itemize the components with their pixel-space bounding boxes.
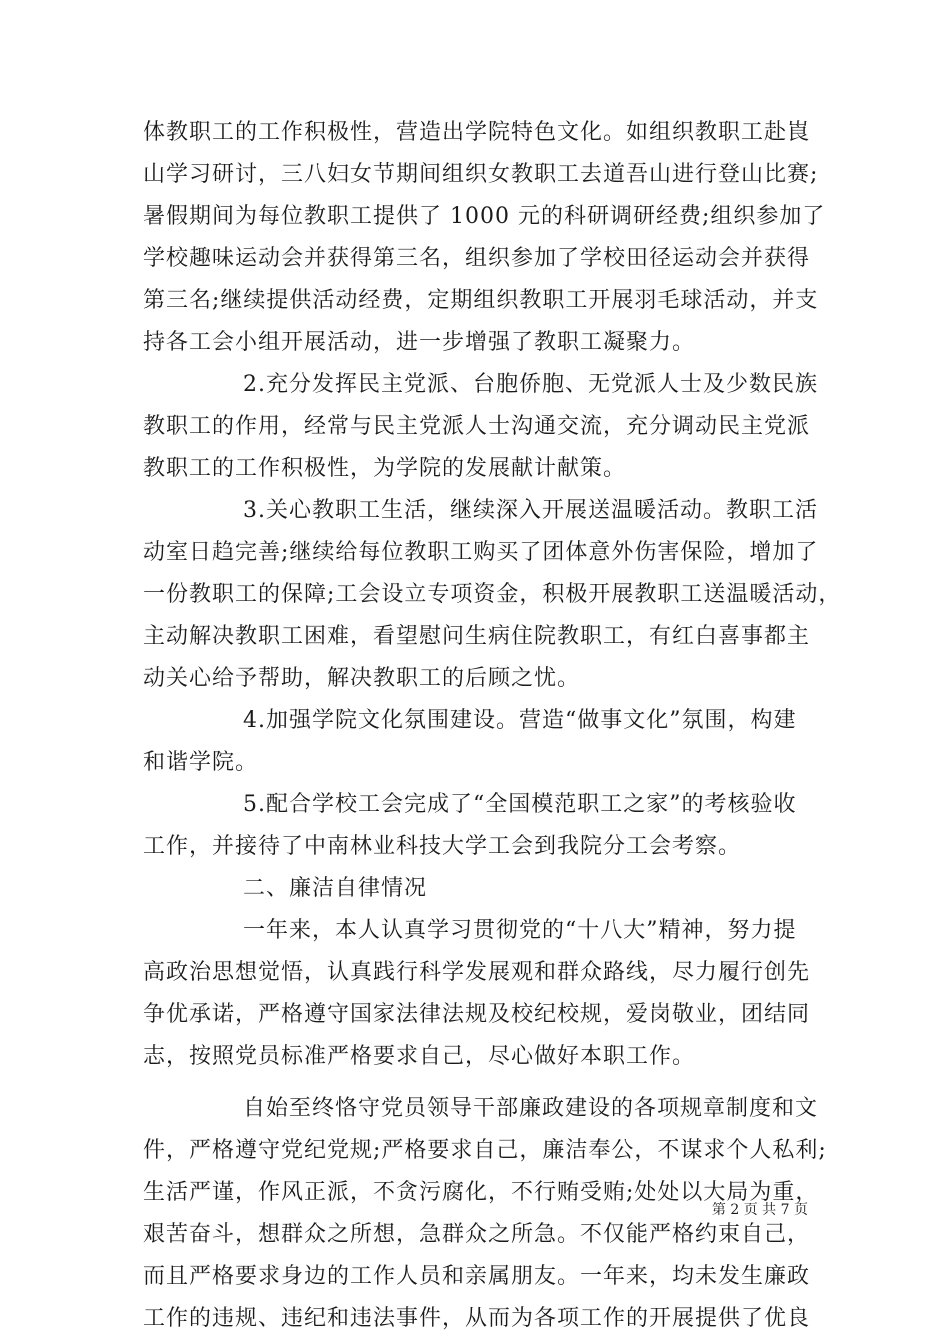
section-heading-text: 二、廉洁自律情况 — [243, 876, 428, 901]
text-line: 5.配合学校工会完成了“全国模范职工之家”的考核验收 — [243, 792, 797, 817]
text-line: 体教职工的工作积极性，营造出学院特色文化。如组织教职工赴崀 — [143, 120, 811, 145]
paragraph-item-3 — [143, 490, 842, 700]
paragraph-integrity-2 — [143, 1088, 827, 1340]
text-line: 持各工会小组开展活动，进一步增强了教职工凝聚力。 — [143, 330, 696, 355]
text-line: 一份教职工的保障;工会设立专项资金，积极开展教职工送温暖活动， — [143, 582, 842, 607]
text-line: 3.关心教职工生活，继续深入开展送温暖活动。教职工活 — [243, 498, 818, 523]
text-line: 动关心给予帮助，解决教职工的后顾之忧。 — [143, 666, 581, 691]
paragraph-integrity-1 — [143, 910, 809, 1078]
text-line: 自始至终恪守党员领导干部廉政建设的各项规章制度和文 — [243, 1096, 819, 1121]
paragraph-item-4 — [143, 700, 809, 784]
text-line: 2.充分发挥民主党派、台胞侨胞、无党派人士及少数民族 — [243, 372, 818, 397]
document-body — [143, 112, 842, 1340]
paragraph-item-2 — [143, 364, 818, 490]
text-line: 教职工的作用，经常与民主党派人士沟通交流，充分调动民主党派 — [143, 414, 811, 439]
text-line: 一年来，本人认真学习贯彻党的“十八大”精神，努力提 — [243, 918, 797, 943]
text-line: 件，严格遵守党纪党规;严格要求自己，廉洁奉公，不谋求个人私利; — [143, 1138, 827, 1163]
text-line: 学校趣味运动会并获得第三名，组织参加了学校田径运动会并获得 — [143, 246, 811, 271]
text-line: 生活严谨，作风正派，不贪污腐化，不行贿受贿;处处以大局为重， — [143, 1180, 819, 1205]
text-line: 艰苦奋斗，想群众之所想，急群众之所急。不仅能严格约束自己， — [143, 1222, 811, 1247]
text-line: 4.加强学院文化氛围建设。营造“做事文化”氛围，构建 — [243, 708, 797, 733]
page-number: 第 2 页 共 7 页 — [711, 1202, 808, 1218]
text-line: 争优承诺，严格遵守国家法律法规及校纪校规，爱岗敬业，团结同 — [143, 1002, 811, 1027]
text-line: 暑假期间为每位教职工提供了 1000 元的科研调研经费;组织参加了 — [143, 204, 826, 229]
text-line: 工作，并接待了中南林业科技大学工会到我院分工会考察。 — [143, 834, 742, 859]
paragraph-spacer — [143, 1078, 809, 1088]
paragraph-item-5 — [143, 784, 809, 868]
paragraph-continued — [143, 112, 826, 364]
text-line: 和谐学院。 — [143, 750, 259, 775]
text-line: 第三名;继续提供活动经费，定期组织教职工开展羽毛球活动，并支 — [143, 288, 819, 313]
section-heading — [143, 868, 809, 910]
text-line: 而且严格要求身边的工作人员和亲属朋友。一年来，均未发生廉政 — [143, 1264, 811, 1289]
text-line: 山学习研讨，三八妇女节期间组织女教职工去道吾山进行登山比赛; — [143, 162, 819, 187]
text-line: 工作的违规、违纪和违法事件，从而为各项工作的开展提供了优良 — [143, 1306, 811, 1331]
text-line: 动室日趋完善;继续给每位教职工购买了团体意外伤害保险，增加了 — [143, 540, 819, 565]
text-line: 教职工的工作积极性，为学院的发展献计献策。 — [143, 456, 627, 481]
text-line: 主动解决教职工困难，看望慰问生病住院教职工，有红白喜事都主 — [143, 624, 811, 649]
text-line: 高政治思想觉悟，认真践行科学发展观和群众路线，尽力履行创先 — [143, 960, 811, 985]
text-line: 志，按照党员标准严格要求自己，尽心做好本职工作。 — [143, 1044, 696, 1069]
